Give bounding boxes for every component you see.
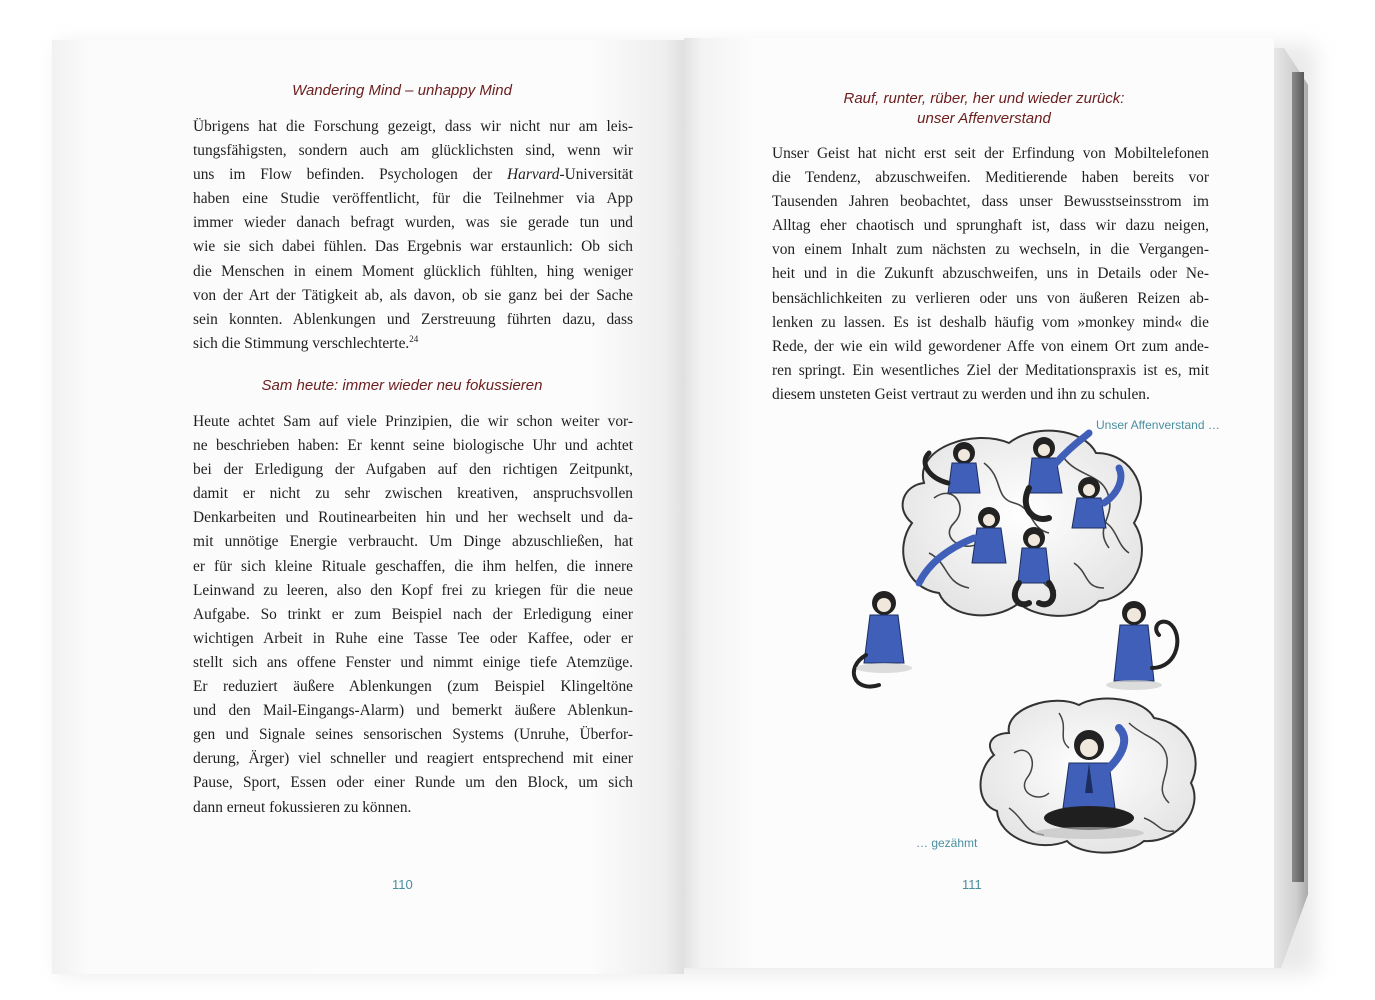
text-line: Tausenden Jahren beobachtet, dass unser Bewusstseinsstrom im	[772, 193, 1209, 211]
left-paragraph-1	[193, 115, 633, 356]
text-fragment: -Universität	[559, 166, 633, 184]
text-line: von der Art der Tätigkeit ab, als davon, ob sie ganz bei der Sache	[193, 286, 633, 304]
text-line: Aufgabe. So trinkt er zum Beispiel nach der Erledigung einer	[193, 605, 633, 623]
right-paragraph	[772, 142, 1209, 407]
text-line: Leinwand zu leeren, also den Kopf frei zu kriegen für die neue	[193, 581, 633, 599]
text-line: gen und Signale seines sensorischen Systems (Unruhe, Überfor-	[193, 726, 633, 744]
harvard-italic: Harvard	[507, 166, 560, 184]
page-number-left: 110	[392, 877, 413, 892]
text-line: mit unnötige Energie verbraucht. Um Dinge abzuschließen, hat	[193, 533, 633, 551]
text-line: tungsfähigsten, sondern auch am glücklichsten sind, wenn wir	[193, 142, 633, 160]
text-fragment: uns im Flow befinden. Psychologen der	[193, 166, 508, 184]
right-heading-line2: unser Affenverstand	[917, 110, 1051, 127]
text-line: Rede, der wie ein wild gewordener Affe von einem Ort zum ande-	[772, 337, 1209, 355]
cover-edge	[1292, 72, 1304, 882]
left-running-title: Wandering Mind – unhappy Mind	[292, 82, 512, 99]
text-line: Denkarbeiten und Routinearbeiten hin und her wechselt und da-	[193, 509, 633, 527]
text-line: wichtigen Arbeit in Ruhe eine Tasse Tee oder Kaffee, oder er	[193, 629, 633, 647]
text-line: bei der Erledigung der Aufgaben auf den richtigen Zeitpunkt,	[193, 461, 633, 479]
left-page	[52, 40, 684, 974]
text-line	[193, 163, 633, 187]
text-line: heit und in die Zukunft abzuschweifen, uns in Details oder Ne-	[772, 265, 1209, 283]
right-page	[684, 38, 1274, 968]
text-line: die Tendenz, abzuschweifen. Meditierende haben bereits vor	[772, 169, 1209, 187]
page-number-right: 111	[962, 877, 982, 892]
text-line: lenken zu lassen. Es ist deshalb häufig vom »monkey mind« die	[772, 313, 1209, 331]
text-line: ne beschrieben haben: Er kennt seine biologische Uhr und achtet	[193, 437, 633, 455]
text-line: die Menschen in einem Moment glücklich fühlten, hing weniger	[193, 262, 633, 280]
text-fragment: sich die Stimmung verschlechterte.	[193, 334, 410, 352]
text-line: er für sich kleine Rituale geschaffen, die ihm helfen, die innere	[193, 557, 633, 575]
text-line: Übrigens hat die Forschung gezeigt, dass wir nicht nur am leis-	[193, 118, 633, 135]
text-line: diesem unsteten Geist vertraut zu werden und ihn zu schulen.	[772, 385, 1150, 403]
text-line: von einem Inhalt zum nächsten zu wechseln, in die Vergangen-	[772, 241, 1209, 259]
text-line: derung, Ärger) viel schneller und reagiert entsprechend mit einer	[193, 750, 633, 768]
text-line: ren springt. Ein wesentliches Ziel der Meditationspraxis ist es, mit	[772, 361, 1209, 379]
monkey-mind-illustration	[834, 423, 1214, 708]
text-line: bensächlichkeiten zu verlieren oder uns von äußeren Reizen ab-	[772, 289, 1209, 307]
text-line: haben eine Studie veröffentlicht, für die Teilnehmer via App	[193, 190, 633, 208]
text-line: Heute achtet Sam auf viele Prinzipien, die wir schon weiter vor-	[193, 413, 633, 430]
text-line: dann erneut fokussieren zu können.	[193, 798, 412, 816]
caption-top: Unser Affenverstand …	[1096, 418, 1220, 432]
text-line	[193, 332, 633, 356]
text-line: wie sie sich dabei fühlen. Das Ergebnis war erstaunlich: Ob sich	[193, 238, 633, 256]
text-line: immer wieder danach befragt wurden, was sie gerade tun und	[193, 214, 633, 232]
text-line: Er reduziert äußere Ablenkungen (zum Beispiel Klingeltöne	[193, 678, 633, 696]
text-line: Unser Geist hat nicht erst seit der Erfindung von Mobiltelefonen	[772, 145, 1209, 162]
text-line: damit er nicht zu sehr zwischen kreativen, anspruchsvollen	[193, 485, 633, 503]
text-line: und den Mail-Eingangs-Alarm) und bemerkt äußere Ablenkun-	[193, 702, 633, 720]
caption-bottom: … gezähmt	[916, 836, 978, 850]
footnote-ref: 24	[409, 333, 419, 344]
text-line: Alltag eher chaotisch und sprunghaft ist, dass wir dazu neigen,	[772, 217, 1209, 235]
text-line: Pause, Sport, Essen oder einer Runde um den Block, um sich	[193, 774, 633, 792]
right-heading-line1: Rauf, runter, rüber, her und wieder zurück:	[843, 90, 1125, 107]
text-line: stellt sich ans offene Fenster und nimmt einige tiefe Atemzüge.	[193, 653, 633, 671]
left-subheading: Sam heute: immer wieder neu fokussieren	[261, 377, 543, 394]
text-line: sein konnten. Ablenkungen und Zerstreuung führten dazu, dass	[193, 310, 633, 328]
tamed-monkey-illustration	[969, 693, 1209, 858]
left-paragraph-2	[193, 410, 633, 820]
